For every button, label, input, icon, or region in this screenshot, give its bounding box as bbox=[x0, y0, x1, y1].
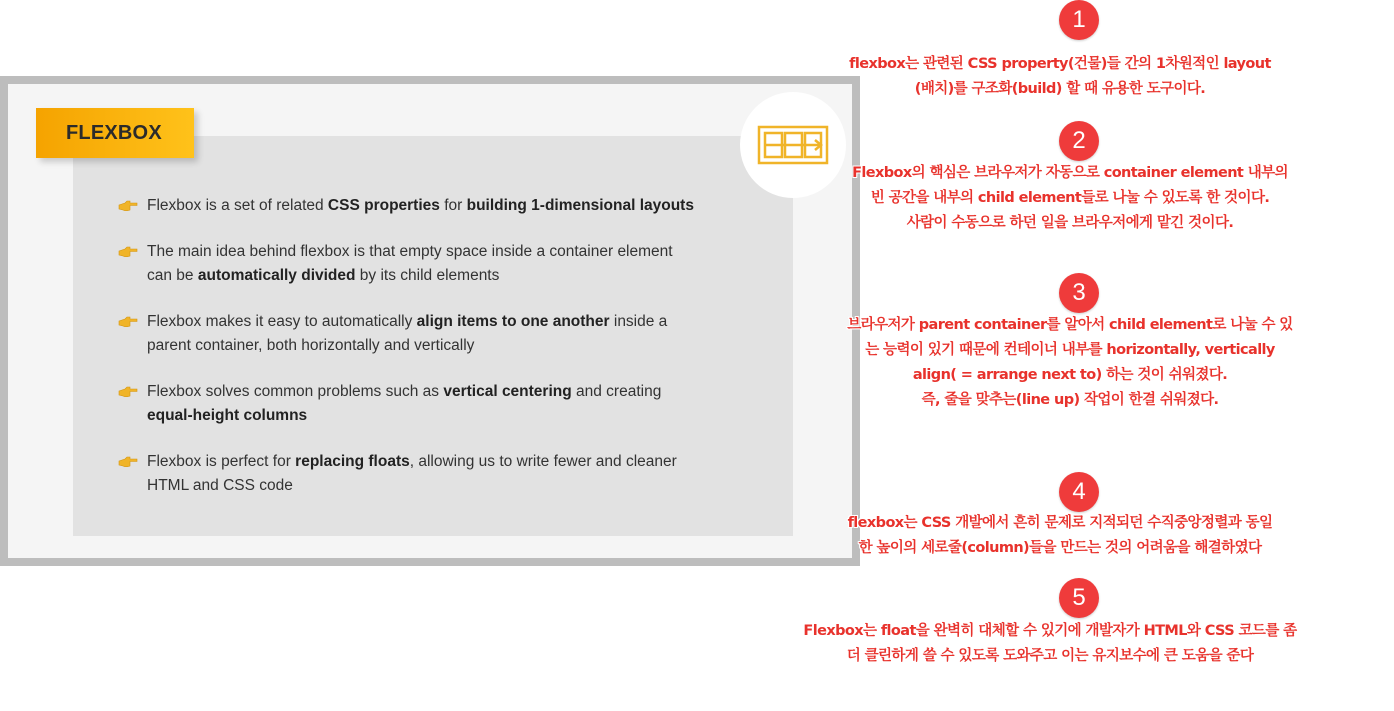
bullet-text: inside a bbox=[609, 313, 668, 330]
bullet-text: parent container, both horizontally and vertically bbox=[147, 337, 475, 354]
bullet-text: Flexbox makes it easy to automatically bbox=[147, 313, 417, 330]
annotation-line: flexbox는 관련된 CSS property(건물)들 간의 1차원적인 layout bbox=[849, 56, 1271, 72]
bullet-emphasis: align items to one another bbox=[416, 313, 610, 330]
annotation-text-1 bbox=[760, 52, 1360, 102]
annotation-text-4 bbox=[740, 511, 1380, 561]
pointing-hand-icon bbox=[118, 200, 138, 212]
annotation-line: (배치)를 구조화(build) 할 때 유용한 도구이다. bbox=[914, 81, 1206, 97]
slide-title-tag bbox=[36, 108, 194, 158]
pointing-hand-icon bbox=[118, 316, 138, 328]
bullet-text: Flexbox solves common problems such as bbox=[147, 383, 444, 400]
annotation-line: 빈 공간을 내부의 child element들로 나눌 수 있도록 한 것이다. bbox=[870, 190, 1270, 206]
bullet-emphasis: equal-height columns bbox=[147, 407, 308, 424]
slide bbox=[8, 84, 852, 558]
annotation-line: 사람이 수동으로 하던 일을 브라우저에게 맡긴 것이다. bbox=[906, 215, 1234, 231]
annotation-line: align( = arrange next to) 하는 것이 쉬워졌다. bbox=[912, 367, 1228, 383]
bullet-item bbox=[118, 310, 748, 358]
bullet-emphasis: CSS properties bbox=[327, 197, 440, 214]
bullet-text: Flexbox is perfect for bbox=[147, 453, 296, 470]
annotation-text-5 bbox=[715, 619, 1385, 669]
annotation-line: 더 클린하게 쓸 수 있도록 도와주고 이는 유지보수에 큰 도움을 준다 bbox=[846, 648, 1254, 664]
bullet-emphasis: automatically divided bbox=[197, 267, 356, 284]
bullet-emphasis: vertical centering bbox=[443, 383, 572, 400]
annotation-line: 한 높이의 세로줄(column)들을 만드는 것의 어려움을 해결하였다 bbox=[858, 540, 1262, 556]
bullet-text: The main idea behind flexbox is that empty space inside a container element bbox=[147, 243, 673, 260]
annotation-line: flexbox는 CSS 개발에서 흔히 문제로 지적되던 수직중앙정렬과 동일 bbox=[847, 515, 1273, 531]
bullet-text: can be bbox=[147, 267, 198, 284]
bullet-text: and creating bbox=[571, 383, 662, 400]
bullet-text: , allowing us to write fewer and cleaner bbox=[409, 453, 677, 470]
bullet-text: for bbox=[439, 197, 467, 214]
bullet-list bbox=[118, 194, 748, 520]
annotation-text-2 bbox=[760, 161, 1380, 236]
annotation-line: Flexbox의 핵심은 브라우저가 자동으로 container element 내부의 bbox=[852, 165, 1288, 181]
pointing-hand-icon bbox=[118, 246, 138, 258]
pointing-hand-icon bbox=[118, 386, 138, 398]
slide-title: FLEXBOX bbox=[66, 121, 162, 144]
bullet-text: by its child elements bbox=[355, 267, 500, 284]
annotation-line: 브라우저가 parent container를 알아서 child element로 나눌 수 있 bbox=[847, 317, 1293, 333]
slide-frame bbox=[0, 76, 860, 566]
bullet-item bbox=[118, 450, 748, 498]
annotation-text-3 bbox=[760, 313, 1380, 413]
bullet-item bbox=[118, 240, 748, 288]
annotation-badge-2: 2 bbox=[1059, 121, 1099, 161]
bullet-emphasis: building 1-dimensional layouts bbox=[466, 197, 694, 214]
annotation-badge-3: 3 bbox=[1059, 273, 1099, 313]
annotation-line: 즉, 줄을 맞추는(line up) 작업이 한결 쉬워졌다. bbox=[921, 392, 1219, 408]
bullet-item bbox=[118, 380, 748, 428]
annotation-badge-5: 5 bbox=[1059, 578, 1099, 618]
flexbox-layout-icon bbox=[757, 125, 829, 165]
annotation-badge-4: 4 bbox=[1059, 472, 1099, 512]
bullet-emphasis: replacing floats bbox=[295, 453, 410, 470]
bullet-text: Flexbox is a set of related bbox=[147, 197, 328, 214]
annotation-badge-1: 1 bbox=[1059, 0, 1099, 40]
pointing-hand-icon bbox=[118, 456, 138, 468]
annotation-line: 는 능력이 있기 때문에 컨테이너 내부를 horizontally, vertically bbox=[865, 342, 1275, 358]
bullet-text: HTML and CSS code bbox=[147, 477, 293, 494]
annotation-line: Flexbox는 float을 완벽히 대체할 수 있기에 개발자가 HTML와 CSS 코드를 좀 bbox=[803, 623, 1297, 639]
bullet-item bbox=[118, 194, 748, 218]
